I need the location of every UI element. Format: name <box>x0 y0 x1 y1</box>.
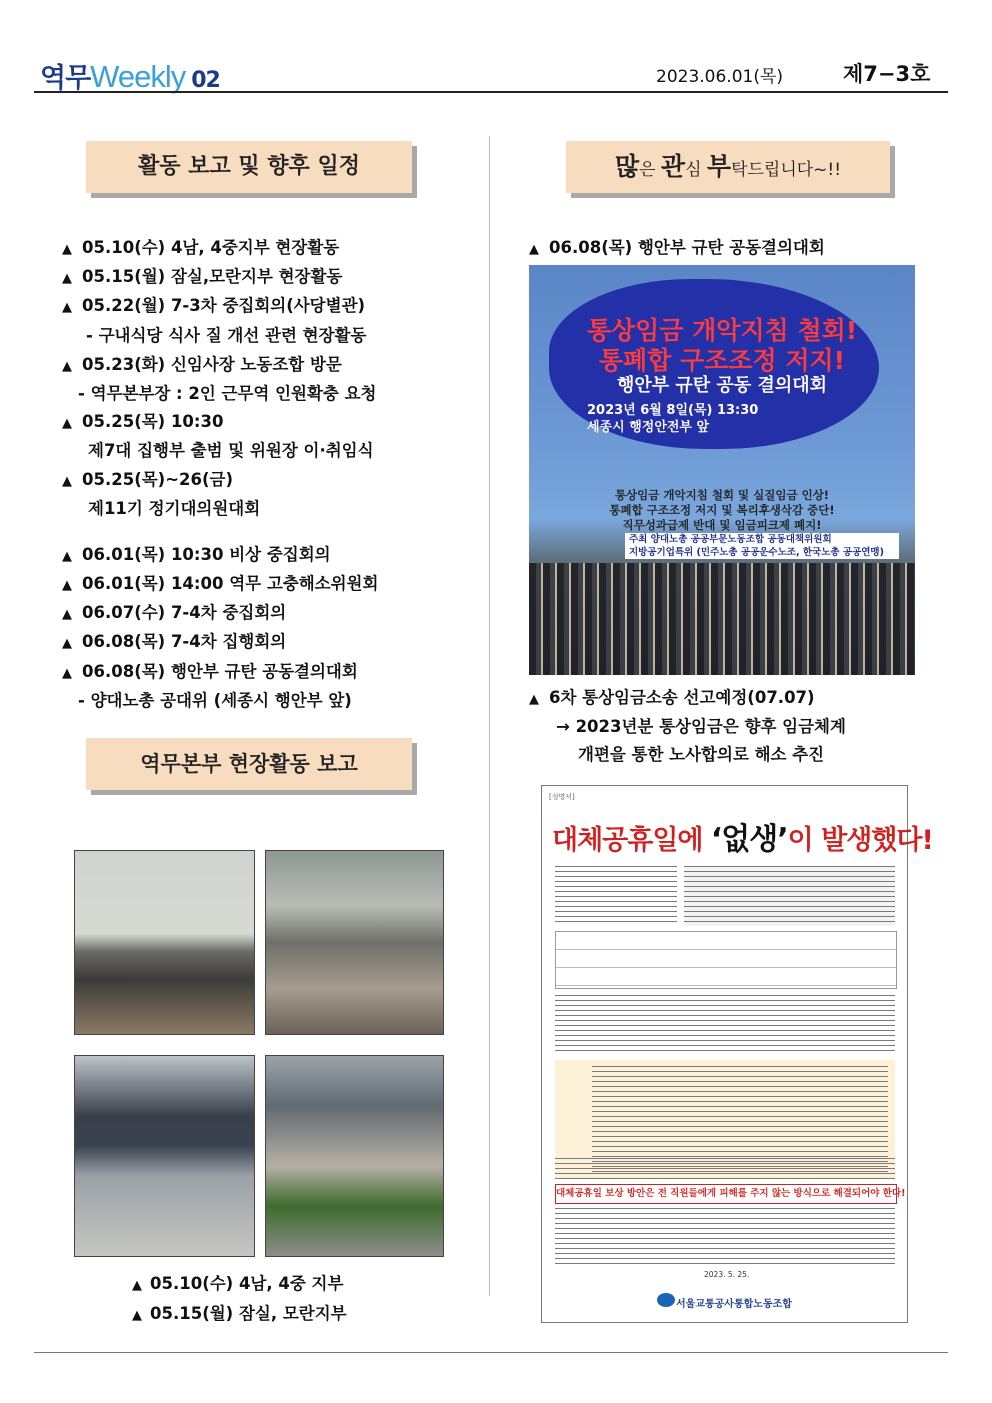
triangle-bullet-icon: ▲ <box>62 271 72 286</box>
logo-part1: 역무 <box>40 63 91 94</box>
schedule-item <box>62 628 286 652</box>
flyer-holiday-table <box>555 931 897 989</box>
schedule-item-text: - 역무본부장 : 2인 근무역 인원확충 요청 <box>78 384 377 403</box>
rally-item: ▲ 06.08(목) 행안부 규탄 공동결의대회 <box>529 238 825 257</box>
poster-demand-1: 통상임금 개악지침 철회 및 실질임금 인상! <box>614 488 830 502</box>
schedule-item <box>62 466 233 490</box>
poster-place: 세종시 행정안전부 앞 <box>587 420 710 435</box>
poster-demand-3: 직무성과급제 반대 및 임금피크제 폐지! <box>622 518 822 532</box>
flyer-body-text-3 <box>555 1208 895 1264</box>
schedule-item <box>62 541 331 565</box>
issue-number: 제7−3호 <box>843 62 931 86</box>
triangle-bullet-icon: ▲ <box>62 636 72 651</box>
schedule-item <box>62 234 339 258</box>
rally-poster <box>529 265 915 675</box>
triangle-bullet-icon: ▲ <box>62 578 72 593</box>
schedule-item-text: 06.01(목) 14:00 역무 고충해소위원회 <box>82 574 379 593</box>
wage-lawsuit-item: ▲ 6차 통상임금소송 선고예정(07.07) <box>529 688 815 707</box>
schedule-item-text: 05.15(월) 잠실,모란지부 현장활동 <box>82 267 343 286</box>
poster-headline-3: 행안부 규탄 공동 결의대회 <box>616 375 828 396</box>
header-divider <box>34 91 948 93</box>
flyer-tag: [성명서] <box>549 793 575 801</box>
schedule-item <box>62 570 378 594</box>
schedule-item-text: 05.10(수) 4남, 4중지부 현장활동 <box>82 238 340 257</box>
poster-demand-2: 통폐합 구조조정 저지 및 복리후생삭감 중단! <box>609 503 835 517</box>
triangle-bullet-icon: ▲ <box>529 242 539 257</box>
activity-photo-3 <box>74 1055 255 1257</box>
wage-lawsuit-note-1: → 2023년분 통상임금은 향후 임금체계 <box>556 717 846 736</box>
schedule-item <box>78 687 352 711</box>
flyer-intro-text <box>555 866 677 926</box>
triangle-bullet-icon: ▲ <box>132 1278 142 1293</box>
issue-date: 2023.06.01(목) <box>656 67 784 87</box>
schedule-item <box>62 292 365 316</box>
flyer-banner: 대체공휴일 보상 방안은 전 직원들에게 피해를 주지 않는 방식으로 해결되어야 한다! <box>555 1184 897 1204</box>
schedule-item-text: 06.07(수) 7-4차 중집회의 <box>82 603 287 622</box>
column-divider <box>489 136 490 1296</box>
wage-lawsuit-note-2: 개편을 통한 노사합의로 해소 추진 <box>578 745 825 764</box>
newsletter-logo <box>40 56 220 95</box>
schedule-item <box>78 380 376 404</box>
schedule-item <box>88 437 374 461</box>
footer-divider <box>34 1352 948 1353</box>
photo-caption-2: ▲ 05.15(월) 잠실, 모란지부 <box>132 1304 347 1323</box>
triangle-bullet-icon: ▲ <box>62 607 72 622</box>
schedule-item-text: 제11기 정기대의원대회 <box>88 499 261 518</box>
triangle-bullet-icon: ▲ <box>62 549 72 564</box>
triangle-bullet-icon: ▲ <box>62 666 72 681</box>
triangle-bullet-icon: ▲ <box>132 1308 142 1323</box>
schedule-item <box>62 599 286 623</box>
schedule-item-text: 05.23(화) 신임사장 노동조합 방문 <box>82 355 342 374</box>
flyer-date: 2023. 5. 25. <box>704 1270 750 1279</box>
section-request-title: 많은 관심 부탁드립니다~!! <box>566 141 890 193</box>
schedule-item-text: 제7대 집행부 출범 및 위원장 이·취임식 <box>88 441 374 460</box>
flyer-body-text-1 <box>555 995 895 1055</box>
schedule-item <box>62 351 342 375</box>
activity-photo-1 <box>74 850 255 1035</box>
page-number: 02 <box>191 68 220 93</box>
poster-headline-2: 통폐합 구조조정 저지! <box>598 346 846 375</box>
poster-datetime: 2023년 6월 8일(목) 13:30 <box>587 403 759 418</box>
triangle-bullet-icon: ▲ <box>62 474 72 489</box>
flyer-organization: 서울교통공사통합노동조합 <box>676 1299 792 1310</box>
activity-photo-4 <box>265 1055 444 1257</box>
logo-part2: Weekly <box>90 59 186 94</box>
schedule-item <box>88 495 260 519</box>
photo-caption-1: ▲ 05.10(수) 4남, 4중 지부 <box>132 1274 344 1293</box>
triangle-bullet-icon: ▲ <box>62 416 72 431</box>
schedule-item-text: 06.01(목) 10:30 비상 중집회의 <box>82 545 331 564</box>
schedule-item-text: 06.08(목) 행안부 규탄 공동결의대회 <box>82 662 358 681</box>
section-activity-title: 활동 보고 및 향후 일정 <box>86 141 412 193</box>
triangle-bullet-icon: ▲ <box>62 300 72 315</box>
triangle-bullet-icon: ▲ <box>62 242 72 257</box>
section-field-report-title: 역무본부 현장활동 보고 <box>86 738 412 790</box>
activity-photo-2 <box>265 850 444 1035</box>
poster-crowd-photo <box>529 563 915 675</box>
flyer-title: 대체공휴일에 ‘없생’이 발생했다! <box>552 822 933 857</box>
schedule-item <box>86 322 366 346</box>
schedule-item-text: 06.08(목) 7-4차 집행회의 <box>82 632 287 651</box>
poster-organizer: 주최 양대노총 공공부문노동조합 공동대책위원회 지방공기업특위 (민주노총 공공운수노조, 한국노총 공공연맹) <box>625 533 899 559</box>
triangle-bullet-icon: ▲ <box>529 692 539 707</box>
triangle-bullet-icon: ▲ <box>62 359 72 374</box>
schedule-item-text: 05.22(월) 7-3차 중집회의(사당별관) <box>82 296 366 315</box>
union-logo-icon <box>657 1293 675 1307</box>
schedule-item-text: - 구내식당 식사 질 개선 관련 현장활동 <box>86 326 367 345</box>
schedule-item <box>62 408 223 432</box>
poster-headline-1: 통상임금 개악지침 철회! <box>586 316 858 345</box>
flyer-body-text-2 <box>555 1158 895 1180</box>
schedule-item-text: - 양대노총 공대위 (세종시 행안부 앞) <box>78 691 352 710</box>
schedule-item-text: 05.25(목)~26(금) <box>82 470 234 489</box>
schedule-item-text: 05.25(목) 10:30 <box>82 412 224 431</box>
schedule-item <box>62 263 342 287</box>
flyer-sidebar-text <box>684 866 895 926</box>
schedule-item <box>62 658 358 682</box>
flyer-history-text <box>592 1066 888 1172</box>
